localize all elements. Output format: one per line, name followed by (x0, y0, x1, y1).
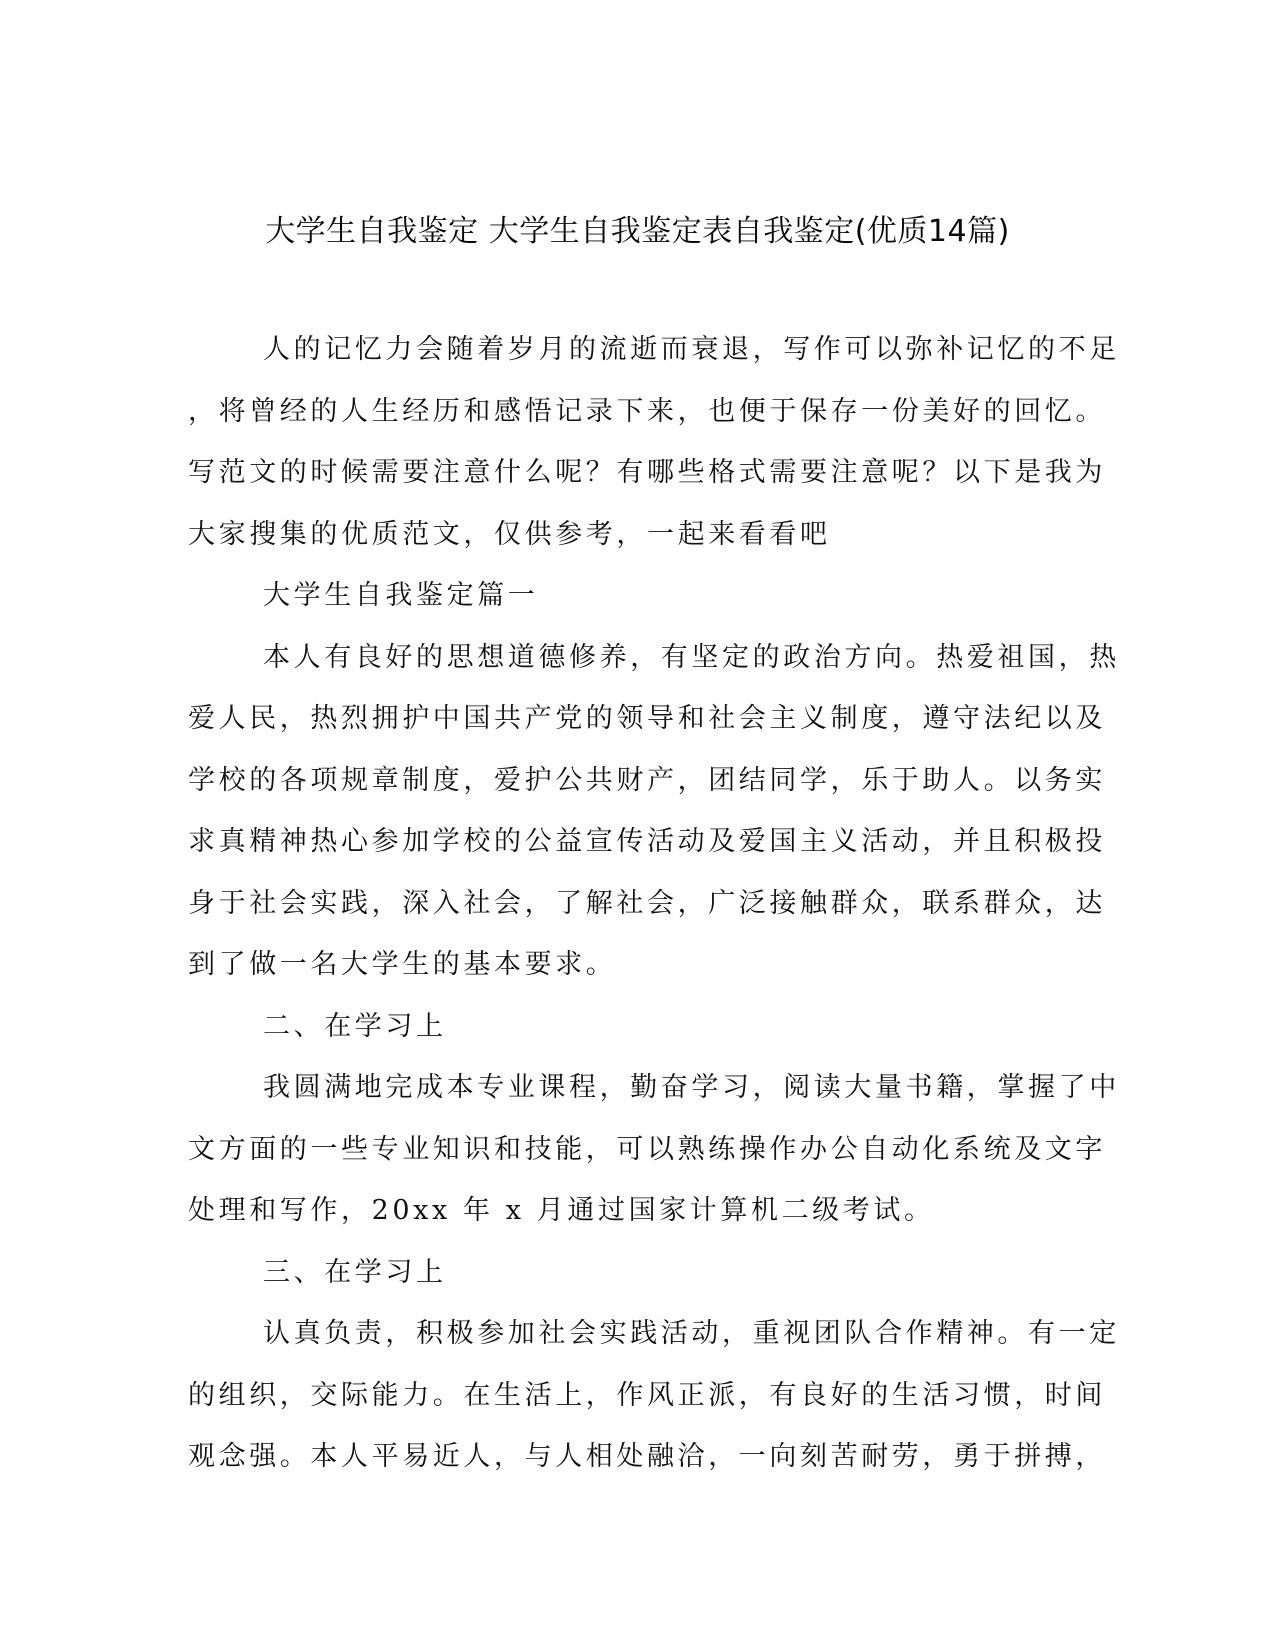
body-line: 学校的各项规章制度，爱护公共财产，团结同学，乐于助人。以务实 (188, 764, 1106, 796)
body-line: 处理和写作，20xx 年 x 月通过国家计算机二级考试。 (188, 1195, 935, 1226)
body-line: 的组织，交际能力。在生活上，作风正派，有良好的生活习惯，时间 (188, 1379, 1106, 1411)
section-heading: 二、在学习上 (263, 1010, 447, 1042)
body-line: 文方面的一些专业知识和技能，可以熟练操作办公自动化系统及文字 (188, 1133, 1106, 1165)
body-line: 人的记忆力会随着岁月的流逝而衰退，写作可以弥补记忆的不足 (263, 334, 1120, 365)
body-line: 求真精神热心参加学校的公益宣传活动及爱国主义活动，并且积极投 (188, 826, 1106, 857)
body-line: 爱人民，热烈拥护中国共产党的领导和社会主义制度，遵守法纪以及 (188, 703, 1106, 734)
body-line: 观念强。本人平易近人，与人相处融洽，一向刻苦耐劳，勇于拼搏， (188, 1441, 1106, 1472)
body-line: 大家搜集的优质范文，仅供参考，一起来看看吧 (188, 518, 831, 550)
body-line: 写范文的时候需要注意什么呢？有哪些格式需要注意呢？以下是我为 (188, 457, 1106, 488)
document-body (188, 328, 1120, 1497)
body-line: 身于社会实践，深入社会，了解社会，广泛接触群众，联系群众，达 (188, 887, 1106, 919)
body-line: 本人有良好的思想道德修养，有坚定的政治方向。热爱祖国，热 (263, 641, 1120, 673)
body-line: 到了做一名大学生的基本要求。 (188, 949, 617, 980)
section-heading: 大学生自我鉴定篇一 (263, 580, 539, 611)
document-title: 大学生自我鉴定 大学生自我鉴定表自我鉴定(优质14篇) (265, 214, 1010, 249)
body-line: 我圆满地完成本专业课程，勤奋学习，阅读大量书籍，掌握了中 (263, 1072, 1120, 1103)
body-line: 认真负责，积极参加社会实践活动，重视团队合作精神。有一定 (263, 1318, 1120, 1349)
body-line: ，将曾经的人生经历和感悟记录下来，也便于保存一份美好的回忆。 (188, 395, 1106, 427)
section-heading: 三、在学习上 (263, 1256, 447, 1288)
